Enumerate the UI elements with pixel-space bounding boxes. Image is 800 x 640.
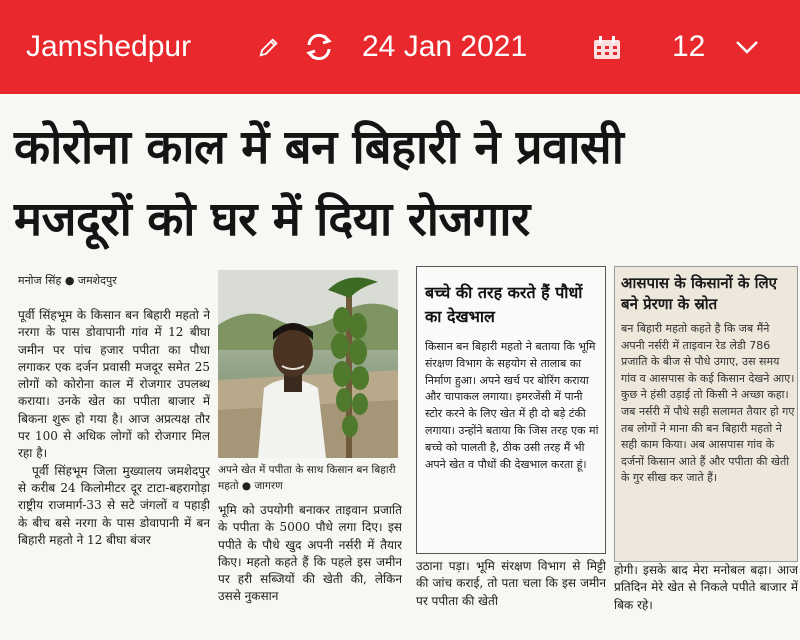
farmer-with-papaya-illustration: [218, 270, 398, 458]
article-headline: [14, 112, 794, 256]
farmer-photo: [218, 270, 398, 458]
pencil-icon[interactable]: [258, 36, 280, 58]
article-column-2: भूमि को उपयोगी बनाकर ताइवान प्रजाति के पपीता के 5000 पौधे लगा दिए। इस पपीते के पौधे खुद अपनी नर्सरी में तैयार किए। महतो कहते हैं कि पहले इस जमीन पर हरी सब्जियों की खेती की, लेकिन उससे नुकसान: [218, 503, 402, 604]
photo-caption: अपने खेत में पपीता के साथ किसान बन बिहारी महतो ● जागरण: [218, 464, 396, 492]
box-body: बन बिहारी महतो कहते है कि जब मैंने अपनी नर्सरी में ताइवान रेड लेडी 786 प्रजाति के बीज से पौधे उगाए, उस समय गांव व आसपास के कई किसान देखने आए। कुछ ने हंसी उड़ाई तो किसी ने अच्छा कहा। जब नर्सरी में पौधे सही सलामत तैयार हो गए तब लोगों ने माना की बन बिहारी महतो ने सही काम किया। अब आसपास गांव के दर्जनों किसान आते हैं और पपीता की खेती के गुर सीख कर जाते हैं।: [621, 322, 795, 485]
article-column-4: होगी। इसके बाद मेरा मनोबल बढ़ा। आज प्रतिदिन मेरे खेत से निकले पपीते बाजार में बिक रहे।: [614, 563, 798, 612]
headline-line-2: मजदूरों को घर में दिया रोजगार: [14, 192, 530, 247]
chevron-down-icon[interactable]: [734, 38, 760, 56]
headline-line-1: कोरोना काल में बन बिहारी ने प्रवासी: [14, 120, 624, 175]
top-bar: [0, 0, 800, 94]
article-column-3: उठाना पड़ा। भूमि संरक्षण विभाग से मिट्टी की जांच कराई, तो पता चला कि इस जमीन पर पपीता की खेती: [416, 559, 606, 608]
sidebar-box-2: [614, 266, 798, 562]
box-title: बच्चे की तरह करते हैं पौधों का देखभाल: [425, 283, 583, 326]
calendar-icon[interactable]: [592, 36, 622, 60]
byline: मनोज सिंह ● जमशेदपुर: [18, 274, 117, 287]
sidebar-box-1: [416, 266, 606, 554]
edition-date[interactable]: 24 Jan 2021: [362, 30, 528, 63]
paragraph: पूर्वी सिंहभूम के किसान बन बिहारी महतो ने नरगा के पास डोवापानी गांव में 12 बीघा जमीन पर पांच हजार पपीता का पौधा लगाकर एक दर्जन प्रवासी मजदूर समेत 25 लोगों को कोरोना काल में रोजगार उपलब्ध कराया। उनके खेत का पपीता बाजार में बिकना शुरू हो गया है। आज अप्रत्यक्ष तौर पर 100 से अधिक लोगों को रोजगार मिल रहा है।: [18, 308, 210, 461]
paragraph: पूर्वी सिंहभूम जिला मुख्यालय जमशेदपुर से करीब 24 किलोमीटर दूर टाटा-बहरागोड़ा राष्ट्रीय राजमार्ग-33 से सटे जंगलों व पहाड़ी के बीच बसे नरगा के पास डोवापानी में बन बिहारी महतो ने 12 बीघा बंजर: [18, 463, 210, 547]
article-column-1: [18, 307, 210, 637]
refresh-icon[interactable]: [302, 32, 336, 62]
page-number[interactable]: 12: [672, 30, 706, 63]
box-body: किसान बन बिहारी महतो ने बताया कि भूमि संरक्षण विभाग के सहयोग से तालाब का निर्माण हुआ। अपने खर्च पर बोरिंग कराया और चापाकल लगाया। इमरजेंसी में पानी स्टोर करने के लिए खेत में ही दो बड़े टंकी लगाया। उन्होंने बताया कि जिस तरह एक मां बच्चे को पालती है, ठीक उसी तरह मैं भी अपने खेत व पौधों की देखभाल करता हूं।: [425, 340, 599, 471]
city-name[interactable]: Jamshedpur: [26, 30, 192, 63]
box-title: आसपास के किसानों के लिए बने प्रेरणा के स्रोत: [621, 274, 777, 313]
